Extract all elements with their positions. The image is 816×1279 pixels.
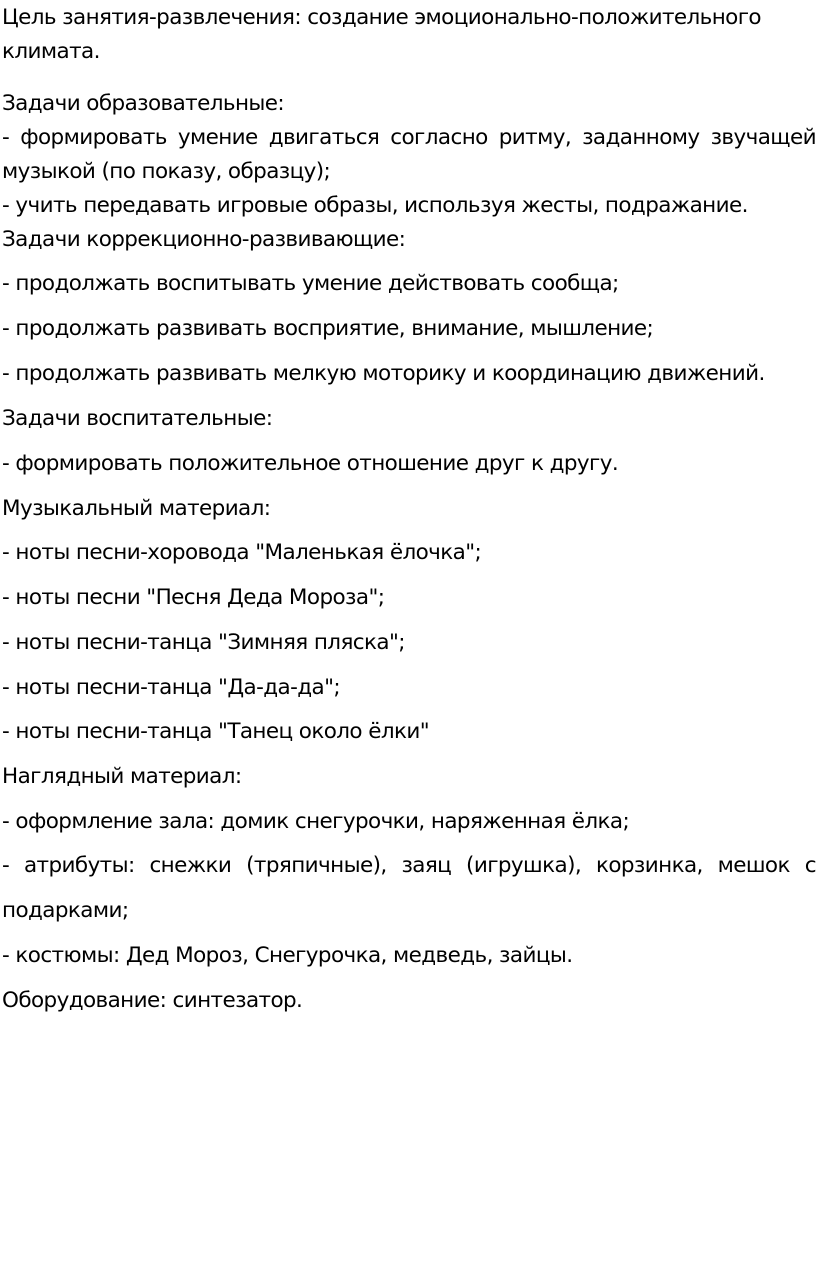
visual-item-3: - костюмы: Дед Мороз, Снегурочка, медведь, зайцы. [2,943,573,968]
word: мешок [717,853,790,878]
word: снежки [149,853,232,878]
music-item-2: - ноты песни "Песня Деда Мороза"; [2,585,385,610]
music-item-4: - ноты песни-танца "Да-да-да"; [2,675,341,700]
music-item-1: - ноты песни-хоровода "Маленькая ёлочка"; [2,540,482,565]
word: корзинка, [595,853,703,878]
edu-tasks-title: Задачи образовательные: [2,91,285,116]
word: звучащей [710,125,816,150]
corr-tasks-title: Задачи коррекционно-развивающие: [2,227,406,252]
word: заданному [582,125,700,150]
word: атрибуты: [23,853,135,878]
visual-item-2-line-1 [2,852,816,880]
music-item-3: - ноты песни-танца "Зимняя пляска"; [2,630,405,655]
corr-task-3: - продолжать развивать мелкую моторику и координацию движений. [2,361,765,386]
visual-item-1: - оформление зала: домик снегурочки, наряженная ёлка; [2,809,630,834]
edu-task-1-line-1 [2,124,816,152]
word: ритму, [498,125,572,150]
goal-line-2: климата. [2,39,100,64]
word: - [2,853,10,878]
corr-task-1: - продолжать воспитывать умение действовать сообща; [2,271,619,296]
word: двигаться [268,125,380,150]
music-item-5: - ноты песни-танца "Танец около ёлки" [2,719,430,744]
word: умение [177,125,258,150]
word: формировать [20,125,167,150]
corr-task-2: - продолжать развивать восприятие, внимание, мышление; [2,316,654,341]
equipment: Оборудование: синтезатор. [2,988,303,1013]
word: согласно [390,125,488,150]
word: - [2,125,10,150]
vosp-tasks-title: Задачи воспитательные: [2,406,273,431]
edu-task-2: - учить передавать игровые образы, используя жесты, подражание. [2,193,748,218]
vosp-task-1: - формировать положительное отношение друг к другу. [2,451,619,476]
visual-item-2-line-2: подарками; [2,898,129,923]
word: (игрушка), [466,853,582,878]
edu-task-1-line-2: музыкой (по показу, образцу); [2,159,331,184]
goal-line-1: Цель занятия-развлечения: создание эмоционально-положительного [2,5,761,30]
word: (тряпичные), [246,853,387,878]
visual-material-title: Наглядный материал: [2,764,242,789]
word: с [804,853,816,878]
word: заяц [401,853,452,878]
music-material-title: Музыкальный материал: [2,496,271,521]
